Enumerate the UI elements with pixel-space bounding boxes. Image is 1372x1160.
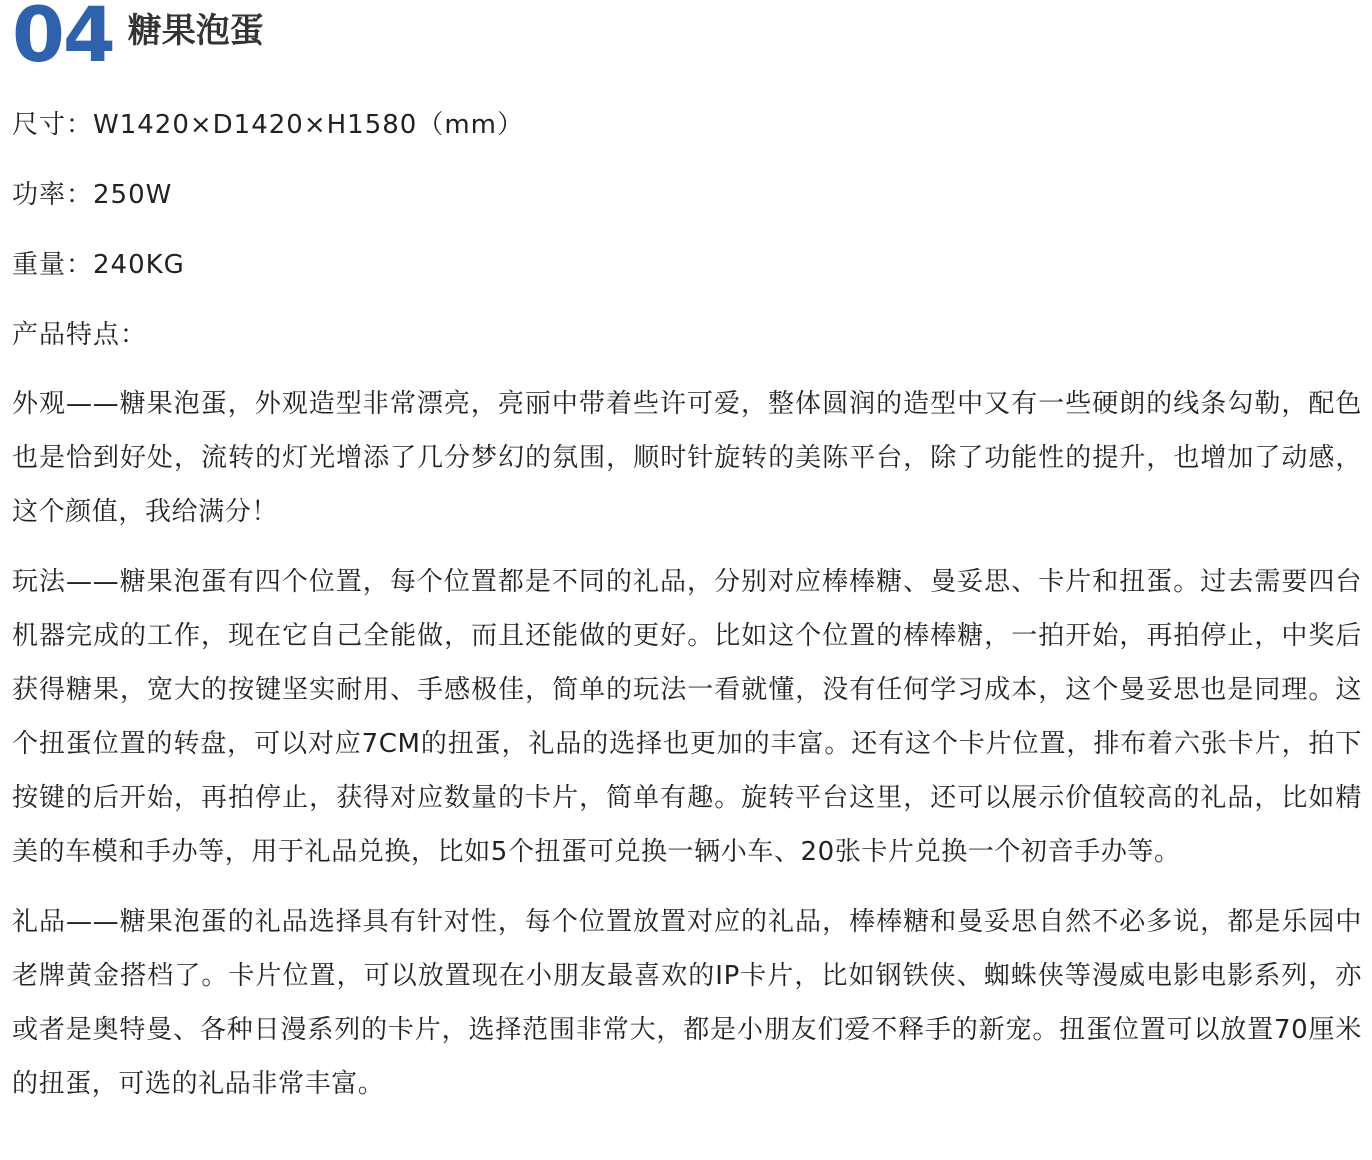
section-number: 04 <box>12 0 114 79</box>
spec-power: 功率：250W <box>12 180 173 210</box>
spec-size: 尺寸：W1420×D1420×H1580（mm） <box>12 110 525 140</box>
features-heading: 产品特点： <box>12 320 148 350</box>
section-header <box>12 0 1362 78</box>
product-title: 糖果泡蛋 <box>127 11 264 51</box>
paragraph-gameplay: 玩法——糖果泡蛋有四个位置，每个位置都是不同的礼品，分别对应棒棒糖、曼妥思、卡片和扭蛋。过去需要四台机器完成的工作，现在它自己全能做，而且还能做的更好。比如这个位置的棒棒糖，一拍开始，再拍停止，中奖后获得糖果，宽大的按键坚实耐用、手感极佳，简单的玩法一看就懂，没有任何学习成本，这个曼妥思也是同理。这个扭蛋位置的转盘，可以对应7CM的扭蛋，礼品的选择也更加的丰富。还有这个卡片位置，排布着六张卡片，拍下按键的后开始，再拍停止，获得对应数量的卡片，简单有趣。旋转平台这里，还可以展示价值较高的礼品，比如精美的车模和手办等，用于礼品兑换，比如5个扭蛋可兑换一辆小车、20张卡片兑换一个初音手办等。 <box>12 567 1362 867</box>
paragraph-gifts: 礼品——糖果泡蛋的礼品选择具有针对性，每个位置放置对应的礼品，棒棒糖和曼妥思自然不必多说，都是乐园中老牌黄金搭档了。卡片位置，可以放置现在小朋友最喜欢的IP卡片，比如钢铁侠、蜘蛛侠等漫威电影电影系列，亦或者是奥特曼、各种日漫系列的卡片，选择范围非常大，都是小朋友们爱不释手的新宠。扭蛋位置可以放置70厘米的扭蛋，可选的礼品非常丰富。 <box>12 907 1362 1099</box>
paragraph-appearance: 外观——糖果泡蛋，外观造型非常漂亮，亮丽中带着些许可爱，整体圆润的造型中又有一些硬朗的线条勾勒，配色也是恰到好处，流转的灯光增添了几分梦幻的氛围，顺时针旋转的美陈平台，除了功能性的提升，也增加了动感，这个颜值，我给满分！ <box>12 389 1362 527</box>
spec-weight: 重量：240KG <box>12 250 185 280</box>
